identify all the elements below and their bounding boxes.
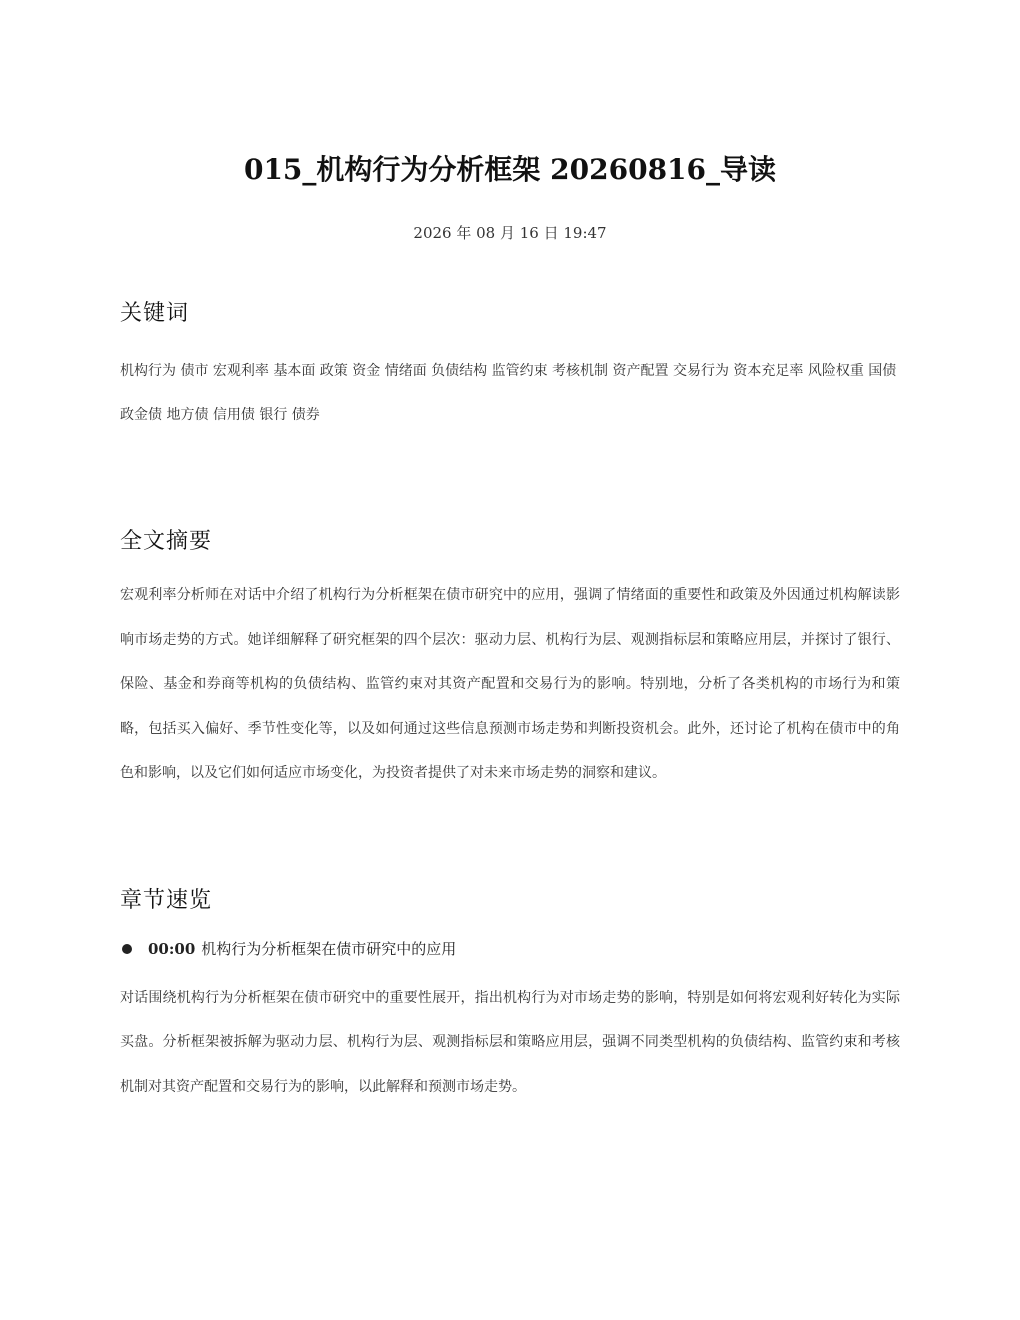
chapter-item	[120, 938, 900, 960]
chapters-heading: 章节速览	[120, 887, 213, 913]
document-date: 2026 年 08 月 16 日 19:47	[413, 224, 607, 242]
chapter-timestamp: 00:00	[148, 939, 196, 958]
chapter-body: 对话围绕机构行为分析框架在债市研究中的重要性展开，指出机构行为对市场走势的影响，特别是如何将宏观利好转化为实际买盘。分析框架被拆解为驱动力层、机构行为层、观测指标层和策略应用层，强调不同类型机构的负债结构、监管约束和考核机制对其资产配置和交易行为的影响，以此解释和预测市场走势。	[120, 989, 900, 1095]
summary-text: 宏观利率分析师在对话中介绍了机构行为分析框架在债市研究中的应用，强调了情绪面的重要性和政策及外因通过机构解读影响市场走势的方式。她详细解释了研究框架的四个层次：驱动力层、机构行为层、观测指标层和策略应用层，并探讨了银行、保险、基金和券商等机构的负债结构、监管约束对其资产配置和交易行为的影响。特别地，分析了各类机构的市场行为和策略，包括买入偏好、季节性变化等，以及如何通过这些信息预测市场走势和判断投资机会。此外，还讨论了机构在债市中的角色和影响，以及它们如何适应市场变化，为投资者提供了对未来市场走势的洞察和建议。	[120, 587, 900, 781]
keywords-heading: 关键词	[120, 301, 190, 326]
summary-heading: 全文摘要	[120, 529, 213, 554]
document-title: 015_机构行为分析框架 20260816_导读	[243, 153, 777, 186]
keywords-text: 机构行为 债市 宏观利率 基本面 政策 资金 情绪面 负债结构 监管约束 考核机制 资产配置 交易行为 资本充足率 风险权重 国债 政金债 地方债 信用债 银行 债券	[120, 363, 897, 423]
bullet-icon	[122, 944, 132, 954]
chapter-title: 机构行为分析框架在债市研究中的应用	[201, 939, 457, 958]
